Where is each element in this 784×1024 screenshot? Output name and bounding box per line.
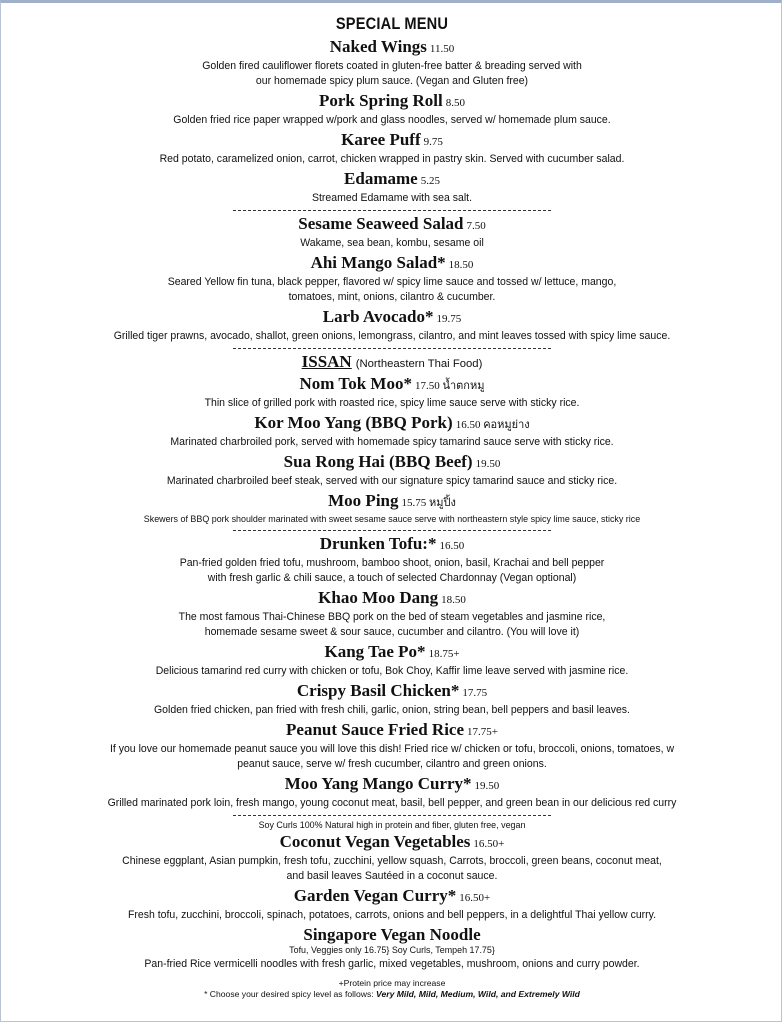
menu-item-price: 11.50 xyxy=(429,43,455,55)
menu-item-description: Fresh tofu, zucchini, broccoli, spinach, potatoes, carrots, onions and bell peppers, in a delightful Thai yellow curry. xyxy=(127,909,657,921)
menu-item-name: Larb Avocado* xyxy=(322,307,434,326)
menu-item-title xyxy=(0,491,784,513)
menu-item xyxy=(0,588,784,640)
menu-item xyxy=(0,374,784,411)
menu-page xyxy=(0,14,784,1000)
issan-section xyxy=(0,374,784,526)
menu-item xyxy=(0,774,784,811)
menu-item-price: 18.75+ xyxy=(428,648,460,660)
protein-note: +Protein price may increase xyxy=(338,978,446,988)
menu-item-title xyxy=(0,832,784,854)
menu-item-name: Nom Tok Moo* xyxy=(299,374,412,393)
menu-item-name: Peanut Sauce Fried Rice xyxy=(286,720,465,739)
menu-item-description: Marinated charbroiled beef steak, served with our signature spicy tamarind sauce and sticky rice. xyxy=(166,475,618,487)
menu-item-description: Pan-fried golden fried tofu, mushroom, bamboo shoot, onion, basil, Krachai and bell pepper xyxy=(179,557,605,569)
menu-item-description: Streamed Edamame with sea salt. xyxy=(311,192,472,204)
menu-item-description: Golden fired cauliflower florets coated in gluten-free batter & breading served with xyxy=(202,60,582,72)
menu-item-description: Red potato, caramelized onion, carrot, chicken wrapped in pastry skin. Served with cucumber salad. xyxy=(159,153,625,165)
menu-item xyxy=(0,925,784,972)
menu-item-name: Moo Yang Mango Curry* xyxy=(284,774,472,793)
menu-item xyxy=(0,130,784,167)
divider xyxy=(233,210,551,211)
issan-heading-row xyxy=(0,352,784,374)
menu-item-name: Moo Ping xyxy=(328,491,399,510)
menu-item xyxy=(0,413,784,450)
menu-item-title xyxy=(0,413,784,435)
menu-item-name: Naked Wings xyxy=(329,37,427,56)
menu-item-price: 17.50 น้ำตกหมู xyxy=(414,380,485,392)
menu-item-title xyxy=(0,886,784,908)
menu-item-description: Golden fried chicken, pan fried with fresh chili, garlic, onion, string bean, bell peppers and basil leaves. xyxy=(154,704,630,716)
menu-item-price: 5.25 xyxy=(420,175,440,187)
menu-item-title xyxy=(0,588,784,610)
menu-item-description: Delicious tamarind red curry with chicken or tofu, Bok Choy, Kaffir lime leave served with jasmine rice. xyxy=(155,665,629,677)
menu-item xyxy=(0,491,784,526)
menu-item xyxy=(0,642,784,679)
issan-heading: ISSAN xyxy=(301,352,352,371)
menu-item-description: Tofu, Veggies only 16.75} Soy Curls, Tempeh 17.75} xyxy=(289,945,495,956)
menu-item-title xyxy=(0,720,784,742)
menu-item-description: Marinated charbroiled pork, served with homemade spicy tamarind sauce serve with sticky rice. xyxy=(170,436,614,448)
menu-item-description: peanut sauce, serve w/ fresh cucumber, cilantro and green onions. xyxy=(237,758,547,770)
menu-item-description: and basil leaves Sautéed in a coconut sauce. xyxy=(286,870,498,882)
menu-item-price: 17.75+ xyxy=(467,726,498,738)
menu-item-name: Edamame xyxy=(344,169,418,188)
soy-curls-note: Soy Curls 100% Natural high in protein and fiber, gluten free, vegan xyxy=(258,820,526,831)
issan-subheading: (Northeastern Thai Food) xyxy=(355,358,483,370)
divider xyxy=(233,815,551,816)
menu-item-description: Golden fried rice paper wrapped w/pork and glass noodles, served w/ homemade plum sauce. xyxy=(173,114,611,126)
menu-item-description: Seared Yellow fin tuna, black pepper, flavored w/ spicy lime sauce and tossed w/ lettuce, mango, xyxy=(167,276,617,288)
menu-item xyxy=(0,169,784,206)
menu-item xyxy=(0,681,784,718)
spicy-prefix: * Choose your desired spicy level as follows: xyxy=(204,989,374,999)
menu-item-description: If you love our homemade peanut sauce you will love this dish! Fried rice w/ chicken or tofu, broccoli, onions, tomatoes, w xyxy=(109,743,675,755)
menu-item-price: 16.50+ xyxy=(459,892,491,904)
menu-item-price: 16.50 คอหมูย่าง xyxy=(455,419,530,431)
menu-item xyxy=(0,214,784,251)
menu-item xyxy=(0,534,784,586)
menu-item-description: Grilled marinated pork loin, fresh mango, young coconut meat, basil, bell pepper, and green bean in our delicious red curry xyxy=(107,797,677,809)
menu-item-price: 9.75 xyxy=(423,136,443,148)
menu-item-title xyxy=(0,374,784,396)
menu-item-title xyxy=(0,214,784,236)
menu-item-name: Khao Moo Dang xyxy=(318,588,439,607)
menu-item-title xyxy=(0,37,784,59)
menu-item-price: 17.75 xyxy=(462,687,488,699)
menu-item xyxy=(0,37,784,89)
menu-item-price: 8.50 xyxy=(445,97,465,109)
menu-item-title xyxy=(0,91,784,113)
menu-item-price: 18.50 xyxy=(448,259,474,271)
menu-item-name: Pork Spring Roll xyxy=(319,91,443,110)
menu-item-name: Garden Vegan Curry* xyxy=(293,886,457,905)
menu-item-description: Thin slice of grilled pork with roasted rice, spicy lime sauce serve with sticky rice. xyxy=(204,397,580,409)
menu-item-price: 18.50 xyxy=(441,594,466,606)
menu-item xyxy=(0,253,784,305)
vegan-section xyxy=(0,832,784,972)
menu-item-price: 19.50 xyxy=(474,780,500,792)
menu-item xyxy=(0,886,784,923)
menu-item-name: Crispy Basil Chicken* xyxy=(296,681,460,700)
menu-item-description: Grilled tiger prawns, avocado, shallot, green onions, lemongrass, cilantro, and mint leaves tossed with spicy lime sauce. xyxy=(113,330,671,342)
menu-item-name: Kor Moo Yang (BBQ Pork) xyxy=(254,413,453,432)
menu-item xyxy=(0,720,784,772)
menu-item-description: The most famous Thai-Chinese BBQ pork on the bed of steam vegetables and jasmine rice, xyxy=(178,611,606,623)
menu-item xyxy=(0,91,784,128)
menu-item-title xyxy=(0,925,784,944)
menu-item-price: 19.75 xyxy=(436,313,462,325)
menu-item-description: Skewers of BBQ pork shoulder marinated with sweet sesame sauce serve with northeastern style spicy lime sauce, sticky rice xyxy=(143,514,641,525)
menu-item-title xyxy=(0,253,784,275)
menu-item-title xyxy=(0,130,784,152)
menu-item-price: 19.50 xyxy=(475,458,501,470)
spicy-level-note xyxy=(0,989,784,1000)
appetizers-section xyxy=(0,37,784,206)
mains-section xyxy=(0,534,784,811)
menu-item xyxy=(0,452,784,489)
menu-item-price: 15.75 หมูปิ้ง xyxy=(401,497,456,509)
menu-item-description: Wakame, sea bean, kombu, sesame oil xyxy=(300,237,484,249)
divider xyxy=(233,348,551,349)
menu-item-title xyxy=(0,774,784,796)
menu-item-name: Ahi Mango Salad* xyxy=(310,253,446,272)
page-title: SPECIAL MENU xyxy=(335,14,449,33)
menu-item-price: 16.50 xyxy=(439,540,465,552)
menu-item-description: with fresh garlic & chili sauce, a touch of selected Chardonnay (Vegan optional) xyxy=(207,572,577,584)
menu-item-title xyxy=(0,534,784,556)
menu-item-title xyxy=(0,452,784,474)
menu-item-name: Sesame Seaweed Salad xyxy=(298,214,464,233)
menu-item-title xyxy=(0,681,784,703)
menu-item-name: Singapore Vegan Noodle xyxy=(303,925,481,944)
menu-item-description: our homemade spicy plum sauce. (Vegan and Gluten free) xyxy=(255,75,529,87)
spicy-levels: Very Mild, Mild, Medium, Wild, and Extremely Wild xyxy=(376,989,580,999)
menu-item-price: 7.50 xyxy=(466,220,486,232)
menu-item-title xyxy=(0,169,784,191)
menu-item-name: Karee Puff xyxy=(341,130,421,149)
menu-item-description: Pan-fried Rice vermicelli noodles with fresh garlic, mixed vegetables, mushroom, onions and curry powder. xyxy=(144,958,640,970)
salads-section xyxy=(0,214,784,344)
menu-item xyxy=(0,307,784,344)
divider xyxy=(233,530,551,531)
menu-item-description: Chinese eggplant, Asian pumpkin, fresh tofu, zucchini, yellow squash, Carrots, broccoli, green beans, coconut meat, xyxy=(122,855,662,867)
menu-item-title xyxy=(0,642,784,664)
menu-item-name: Drunken Tofu:* xyxy=(319,534,437,553)
menu-item-name: Kang Tae Po* xyxy=(324,642,426,661)
menu-item-price: 16.50+ xyxy=(473,838,505,850)
menu-item-description: tomatoes, mint, onions, cilantro & cucumber. xyxy=(288,291,496,303)
menu-item-name: Sua Rong Hai (BBQ Beef) xyxy=(283,452,473,471)
menu-item-name: Coconut Vegan Vegetables xyxy=(279,832,471,851)
menu-item-title xyxy=(0,307,784,329)
menu-item xyxy=(0,832,784,884)
menu-item-description: homemade sesame sweet & sour sauce, cucumber and cilantro. (You will love it) xyxy=(204,626,580,638)
